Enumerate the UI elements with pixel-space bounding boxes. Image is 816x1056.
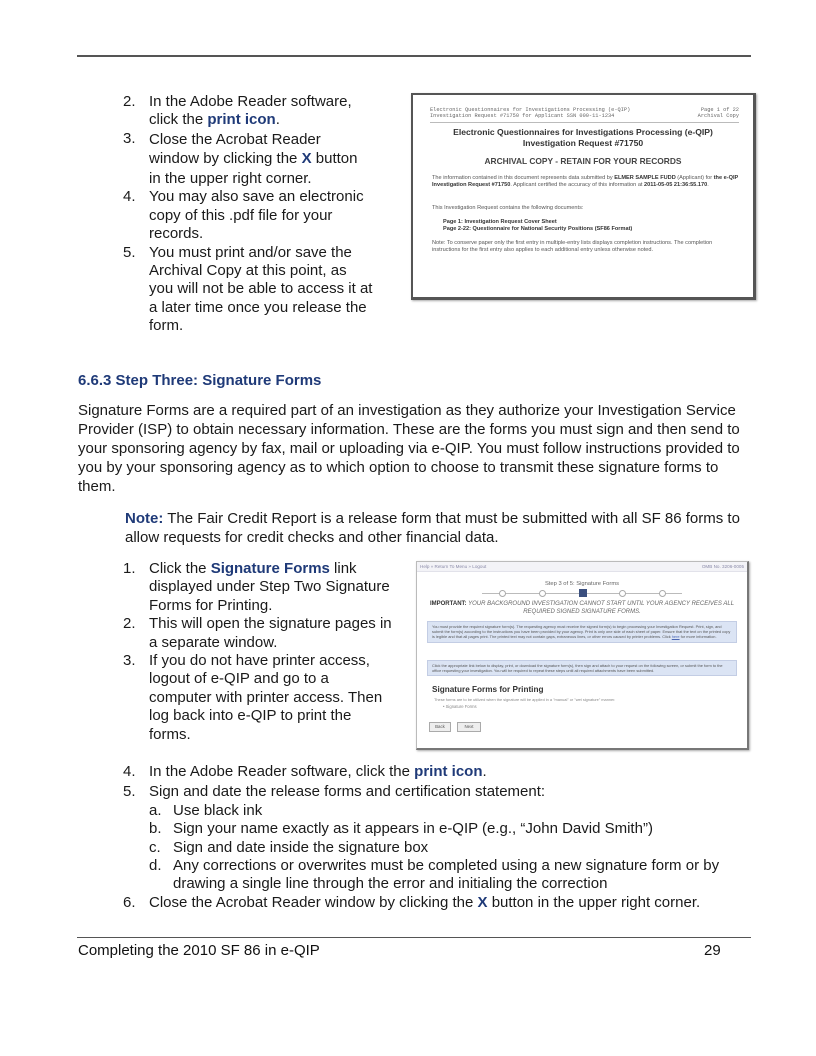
doc-item: Page 2-22: Questionnaire for National Security Positions (SF86 Format) <box>443 226 633 232</box>
eqip-nav-links[interactable]: Help » Return To Menu » Logout <box>420 564 487 569</box>
sub-step-letter: d. <box>149 857 162 875</box>
important-text: YOUR BACKGROUND INVESTIGATION CANNOT START UNTIL YOUR AGENCY RECEIVES ALL REQUIRED SIGNED SIGNATURE FORMS. <box>466 601 735 615</box>
back-button[interactable]: Back <box>429 722 451 732</box>
step-item <box>123 130 373 189</box>
archival-doc-list <box>443 219 739 233</box>
sub-step-text: Use black ink <box>173 801 263 819</box>
archival-title-line: Electronic Questionnaires for Investigations Processing (e-QIP) <box>453 127 713 137</box>
archival-running-header <box>430 107 739 119</box>
step-text-part: In the Adobe Reader software, click the <box>149 763 415 780</box>
info-text: You must provide the required signature form(s). The requesting agency must receive the signed form(s) to begin processing your Investigation Request. Print, sign, and submit the form(s) according to the instructions you have been provided by your agency. Print is only one side of each sheet of paper. Ensure that the text on the printed copy is legible and that all pages print. The printed text may not contain gaps, extraneous lines, or other errors caused by printer problems. Click <box>432 624 731 640</box>
step-number: 1. <box>123 560 136 577</box>
info-box-requirements <box>427 621 737 643</box>
step-item <box>123 652 393 744</box>
step-text <box>149 763 763 781</box>
steps-list-top <box>123 93 373 336</box>
sub-step-text: Sign your name exactly as it appears in e-QIP (e.g., “John David Smith”) <box>173 820 653 838</box>
forms-list-item <box>443 704 477 709</box>
step-dot <box>499 590 506 597</box>
step-dot <box>619 590 626 597</box>
step-text-part: In the Adobe Reader software, click the <box>149 93 352 129</box>
applicant-name: ELMER SAMPLE FUDD <box>614 175 676 181</box>
step-number: 5. <box>123 243 136 261</box>
step-item <box>123 615 393 652</box>
important-notice <box>427 601 737 616</box>
archival-header-rule <box>430 122 739 123</box>
step-indicator-label: Step 3 of 5: Signature Forms <box>544 581 620 587</box>
sub-step-item <box>149 802 763 820</box>
signature-forms-link[interactable]: Signature Forms <box>445 704 477 709</box>
step-number: 4. <box>123 188 136 206</box>
text: . Applicant certified the accuracy of this information at <box>510 182 645 188</box>
archival-heading: ARCHIVAL COPY - RETAIN FOR YOUR RECORDS <box>484 156 682 166</box>
next-button[interactable]: Next <box>457 722 481 732</box>
sub-step-text: Sign and date inside the signature box <box>173 838 429 856</box>
section-heading: 6.6.3 Step Three: Signature Forms <box>78 372 322 389</box>
step-number: 4. <box>123 763 136 780</box>
step-text-part: link displayed under Step Two Signature Forms for Printing. <box>149 560 390 614</box>
step-number: 2. <box>123 93 136 110</box>
step-dot <box>659 590 666 597</box>
info-box-instructions: Click the appropriate link below to display, print, or download the signature form(s), then sign and attach to your request on the following screen, or submit the form to the office requesting your investigation. You will be required to repeat these steps until all required attachments have been submitted. <box>427 660 737 676</box>
step-text-part: . <box>275 111 280 129</box>
note-label: Note: <box>125 510 164 527</box>
step-number: 3. <box>123 129 136 147</box>
text: . <box>707 182 709 188</box>
footer-rule <box>77 937 751 938</box>
step-text: You may also save an electronic copy of this .pdf file for your records. <box>149 188 364 243</box>
step-text <box>149 560 393 615</box>
step-text-part: . <box>482 763 487 780</box>
step-number: 2. <box>123 615 136 633</box>
archival-title <box>413 127 753 148</box>
step-text <box>149 130 373 189</box>
step-dot-current <box>579 589 587 597</box>
signature-forms-screenshot <box>416 561 749 750</box>
emphasis-print-icon: print icon <box>207 111 276 129</box>
step-item <box>123 783 763 801</box>
step-number: 5. <box>123 783 136 801</box>
steps-list-bottom <box>123 763 763 912</box>
archival-info <box>432 175 739 189</box>
header-right <box>698 107 739 119</box>
page-number: 29 <box>704 942 721 959</box>
note-block <box>125 509 745 547</box>
sub-step-letter: a. <box>149 801 162 819</box>
sub-step-item <box>149 820 763 838</box>
step-text-part: Close the Acrobat Reader window by clicking the <box>149 130 321 168</box>
bullet-icon: • <box>443 704 446 709</box>
step-number: 3. <box>123 652 136 670</box>
step-number: 6. <box>123 893 136 911</box>
section-paragraph: Signature Forms are a required part of an investigation as they authorize your Investigation Service Provider (ISP) to obtain necessary information. These are the forms you must sign and then send to your sponsoring agency by fax, mail or uploading via e-QIP. You must follow instructions provided to you by your sponsoring agency as to which option to choose to transmit these signature forms to them. <box>78 402 740 495</box>
step-item <box>123 188 373 243</box>
emphasis-x-button: X <box>477 893 488 911</box>
step-item <box>123 560 393 615</box>
emphasis-x-button: X <box>301 150 312 168</box>
step-text-part: button in the upper right corner. <box>149 150 358 187</box>
archival-contains: This Investigation Request contains the following documents: <box>432 205 584 211</box>
header-rule <box>77 55 751 57</box>
sub-step-item <box>149 857 763 894</box>
doc-item: Page 1: Investigation Request Cover Sheet <box>443 219 557 225</box>
step-text <box>149 894 763 912</box>
text: (Applicant) for <box>675 175 714 181</box>
step-item <box>123 244 373 336</box>
step-item <box>123 93 373 130</box>
step-text-part: Close the Acrobat Reader window by clicking the <box>149 893 478 911</box>
note-text: The Fair Credit Report is a release form that must be submitted with all SF 86 forms to allow requests for credit checks and other financial data. <box>125 510 740 546</box>
forms-heading: Signature Forms for Printing <box>432 685 544 694</box>
steps-list-middle <box>123 560 393 744</box>
header-left-line: Investigation Request #71750 for Applicant SSN 000-11-1234 <box>430 113 615 119</box>
step-text-part: button in the upper right corner. <box>487 893 701 911</box>
emphasis-signature-forms: Signature Forms <box>210 560 330 577</box>
step-text: This will open the signature pages in a separate window. <box>149 615 392 651</box>
step-dot <box>539 590 546 597</box>
forms-subtext: These forms are to be utilized when the signature will be applied in a "manual" or "wet signature" manner. <box>434 697 616 702</box>
step-text: If you do not have printer access, logout of e-QIP and go to a computer with printer access. Then log back into e-QIP to print the forms. <box>149 652 383 743</box>
footer-title: Completing the 2010 SF 86 in e-QIP <box>78 942 320 959</box>
text: The information contained in this document represents data submitted by <box>432 175 615 181</box>
sub-step-letter: b. <box>149 820 162 838</box>
step-text <box>149 93 373 130</box>
header-left-line: Electronic Questionnaires for Investigations Processing (e-QIP) <box>430 107 631 113</box>
step-item <box>123 894 763 912</box>
archival-copy-screenshot <box>411 93 756 300</box>
certified-time: 2011-05-05 21:36:55.170 <box>644 182 708 188</box>
step-item <box>123 763 763 781</box>
info-text: for more information. <box>679 634 717 640</box>
more-info-link[interactable]: here <box>671 634 680 640</box>
step-text: You must print and/or save the Archival Copy at this point, as you will not be able to access it at a later time once you release the form. <box>149 243 373 335</box>
request-ref: the e-QIP Investigation Request #71750 <box>432 175 739 188</box>
step-text-part: Click the <box>149 560 211 577</box>
copy-type: Archival Copy <box>697 113 739 119</box>
emphasis-print-icon: print icon <box>414 763 483 780</box>
sub-step-letter: c. <box>149 838 161 856</box>
sub-step-item <box>149 839 763 857</box>
omb-number: OMB No. 3206-0005 <box>701 564 744 569</box>
sub-step-text: Any corrections or overwrites must be completed using a new signature form or by drawing a single line through the error and initialing the correction <box>173 857 720 893</box>
archival-note: Note: To conserve paper only the first entry in multiple-entry lists displays completion instructions. The completion instructions for the first entry also applies to each additional entry unless otherwise noted. <box>432 240 713 253</box>
step-text: Sign and date the release forms and certification statement: <box>149 783 546 801</box>
important-label: IMPORTANT: <box>429 601 467 607</box>
page-count: Page 1 of 22 <box>700 107 739 113</box>
archival-title-line: Investigation Request #71750 <box>522 137 644 148</box>
